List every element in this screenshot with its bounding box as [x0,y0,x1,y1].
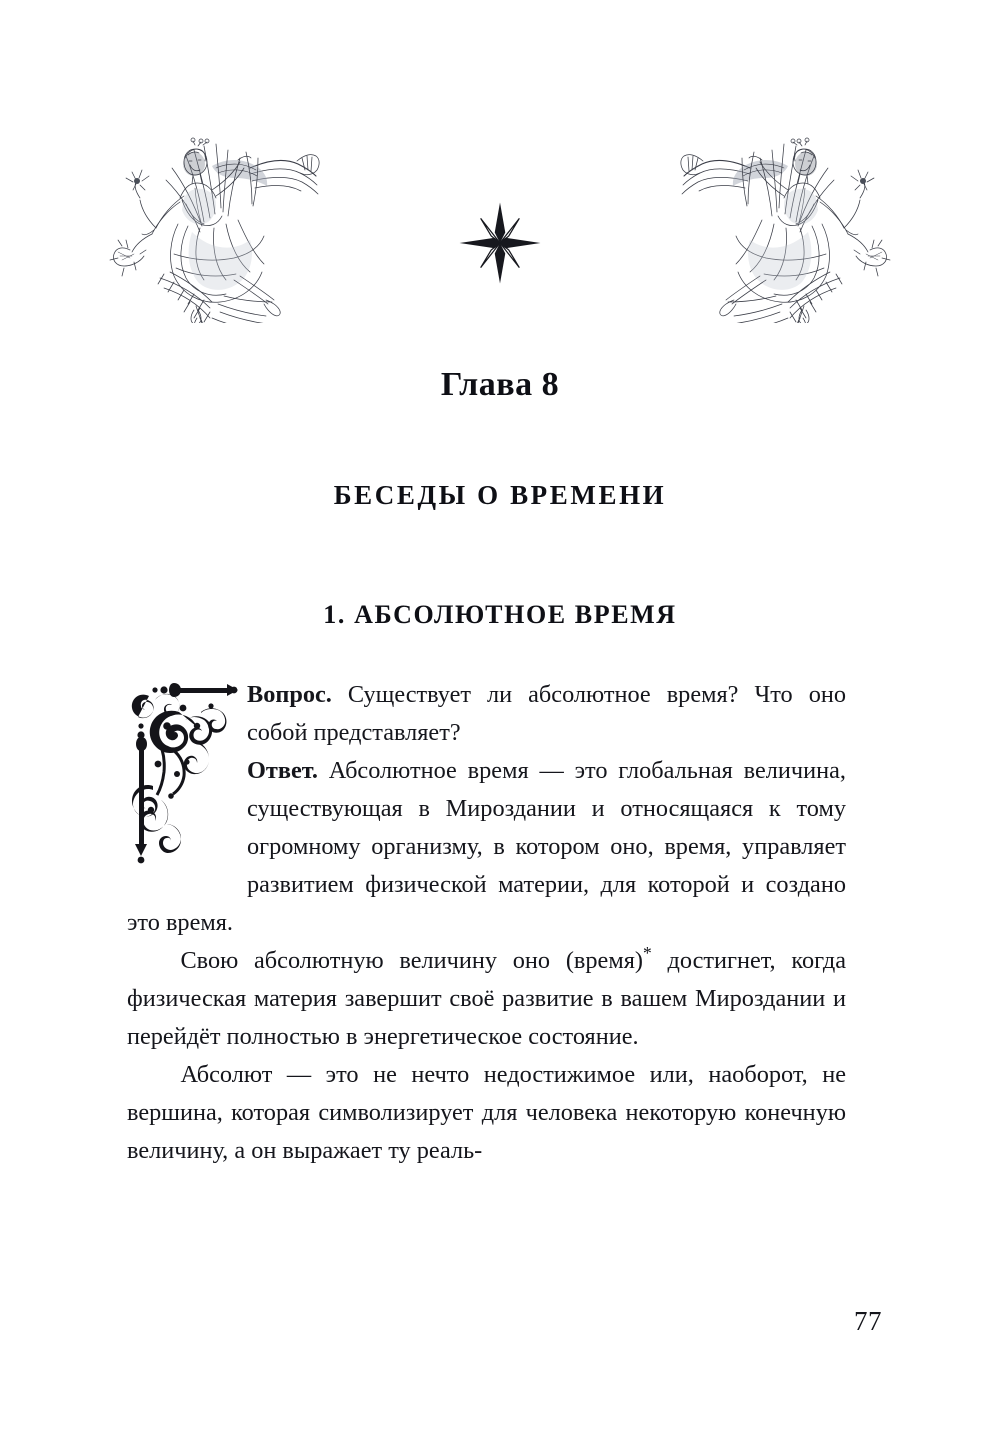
engraved-figure-left-icon [100,128,340,323]
chapter-title: Глава 8 [440,366,560,403]
footnote-marker: * [642,942,652,963]
paragraph-3-part-b: достигнет, когда физическая материя завершит своё развитие в вашем Мироздании и перейдёт полностью в энергетическое состояние. [127,947,847,1050]
chapter-subtitle: БЕСЕДЫ О ВРЕМЕНИ [333,480,667,510]
paragraph-absolute-value [127,942,846,1056]
floral-corner-flourish-icon [127,678,239,868]
page-number: 77 [854,1306,882,1336]
header-ornament-band [0,120,1000,330]
compass-rose-star-icon [456,199,544,287]
section-title: 1. АБСОЛЮТНОЕ ВРЕМЯ [323,600,677,629]
question-label: Вопрос. [247,681,332,708]
paragraph-absolute-definition: Абсолют — это не нечто недостижимое или, наоборот, не вершина, которая символизирует для человека некоторую конечную величину, а он выражает ту реаль- [127,1061,846,1164]
paragraph-3-part-a: Свою абсолютную величину оно (время) [180,947,643,974]
answer-text: Абсолютное время — это глобальная величина, существующая в Мироздании и относящаяся к тому огромному организму, в котором оно, время, управляет развитием физической материи, для которой и создано это время. [127,757,846,936]
question-text: Существует ли абсолютное время? Что оно собой представляет? [247,681,846,746]
engraved-figure-right-icon [660,128,900,323]
body-text-block [127,676,846,1170]
answer-label: Ответ. [247,757,318,784]
